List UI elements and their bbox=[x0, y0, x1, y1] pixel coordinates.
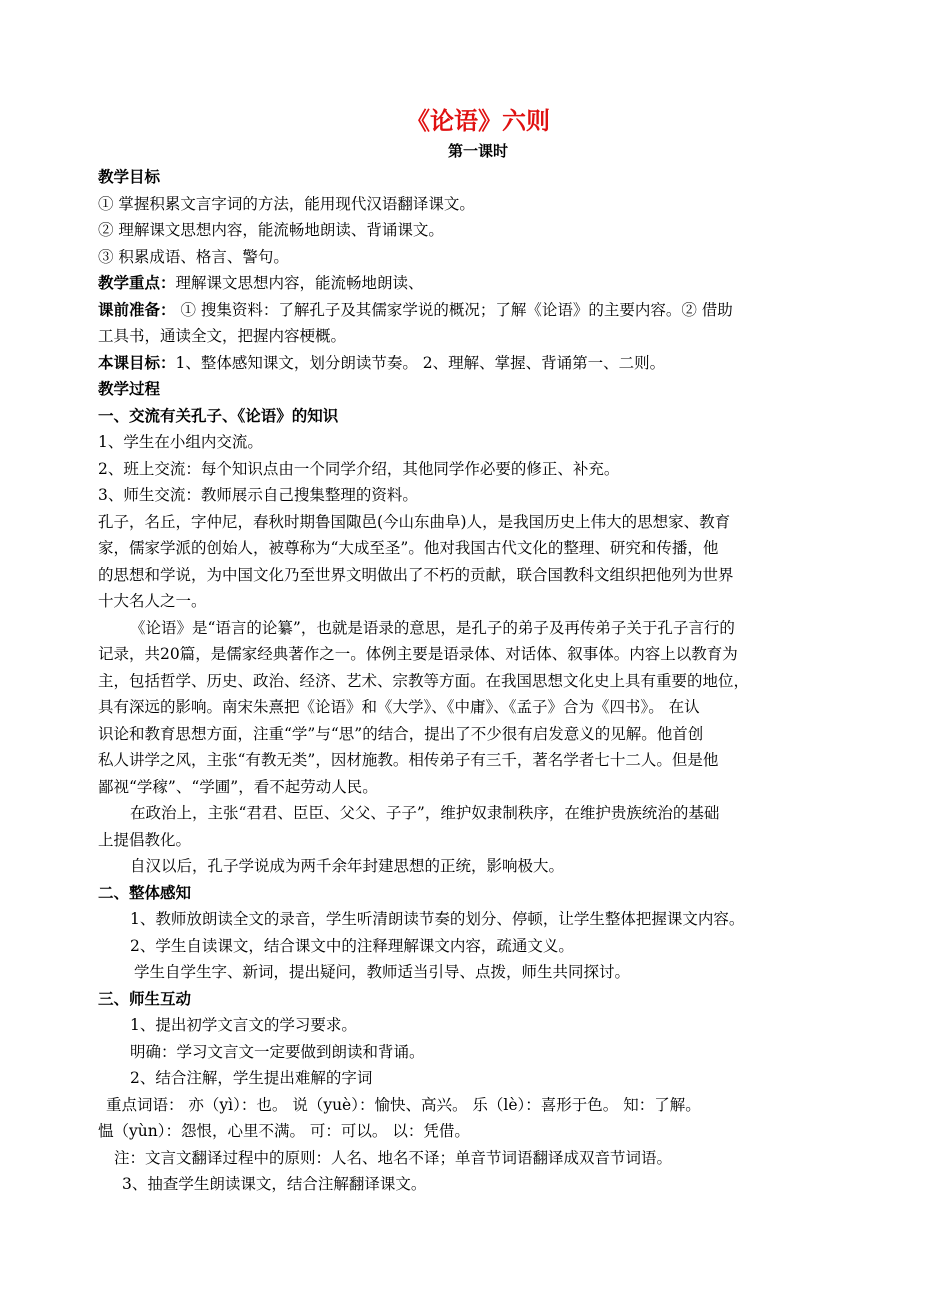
paragraph-line: 记录，共20篇，是儒家经典著作之一。体例主要是语录体、对话体、叙事体。内容上以教育为 bbox=[98, 645, 738, 663]
paragraph-line: 上提倡教化。 bbox=[98, 830, 192, 849]
paragraph-line: 的思想和学说，为中国文化乃至世界文明做出了不朽的贡献，联合国教科文组织把他列为世界 bbox=[98, 565, 734, 584]
section-heading: 二、整体感知 bbox=[98, 883, 192, 902]
paragraph-line: 识论和教育思想方面，注重“学”与“思”的结合，提出了不少很有启发意义的见解。他首创 bbox=[98, 724, 704, 743]
paragraph-line: 3、抽查学生朗读课文，结合注解翻译课文。 bbox=[122, 1175, 427, 1193]
paragraph-line: 3、师生交流：教师展示自己搜集整理的资料。 bbox=[98, 486, 418, 504]
paragraph-line: 愠（yùn）：怨恨，心里不满。 可：可以。 以：凭借。 bbox=[98, 1122, 470, 1140]
paragraph-line: 1、学生在小组内交流。 bbox=[98, 433, 263, 451]
paragraph-line: 1、教师放朗读全文的录音，学生听清朗读节奏的划分、停顿，让学生整体把握课文内容。 bbox=[130, 910, 745, 928]
goals-heading: 教学目标 bbox=[98, 168, 161, 186]
paragraph-line: 主，包括哲学、历史、政治、经济、艺术、宗教等方面。在我国思想文化史上具有重要的地位， bbox=[98, 671, 750, 690]
prep-label: 课前准备： bbox=[98, 300, 176, 319]
lesson-goal-line bbox=[98, 350, 858, 377]
paragraph-line: 明确：学习文言文一定要做到朗读和背诵。 bbox=[130, 1042, 425, 1061]
paragraph-line: 1、提出初学文言文的学习要求。 bbox=[130, 1016, 357, 1034]
focus-label: 教学重点： bbox=[98, 274, 176, 292]
lesson-goal-text: 1、整体感知课文，划分朗读节奏。 2、理解、掌握、背诵第一、二则。 bbox=[175, 353, 666, 372]
prep-line-cont: 工具书，通读全文，把握内容梗概。 bbox=[98, 327, 347, 345]
paragraph-line: 2、结合注解，学生提出难解的字词 bbox=[130, 1069, 373, 1087]
goal-item: ① 掌握积累文言字词的方法，能用现代汉语翻译课文。 bbox=[98, 194, 475, 213]
paragraph-line: 家，儒家学派的创始人，被尊称为“大成至圣”。他对我国古代文化的整理、研究和传播，他 bbox=[98, 539, 719, 557]
paragraph-line: 孔子，名丘，字仲尼，春秋时期鲁国陬邑(今山东曲阜)人，是我国历史上伟大的思想家、教育 bbox=[98, 512, 731, 531]
paragraph-line: 2、学生自读课文，结合课文中的注释理解课文内容，疏通文义。 bbox=[130, 936, 574, 955]
process-heading: 教学过程 bbox=[98, 380, 161, 398]
document-page bbox=[98, 104, 858, 1198]
paragraph-line: 鄙视“学稼”、“学圃”，看不起劳动人民。 bbox=[98, 777, 378, 796]
focus-text: 理解课文思想内容，能流畅地朗读、 bbox=[175, 274, 424, 292]
lesson-goal-label: 本课目标： bbox=[98, 353, 176, 372]
paragraph-line: 自汉以后，孔子学说成为两千余年封建思想的正统，影响极大。 bbox=[130, 857, 565, 875]
prep-text: ① 搜集资料：了解孔子及其儒家学说的概况；了解《论语》的主要内容。② 借助 bbox=[175, 300, 733, 319]
document-title: 《论语》六则 bbox=[406, 107, 550, 135]
paragraph-line: 私人讲学之风，主张“有教无类”，因材施教。相传弟子有三千，著名学者七十二人。但是他 bbox=[98, 751, 719, 769]
paragraph-line: 《论语》是“语言的论纂”，也就是语录的意思，是孔子的弟子及再传弟子关于孔子言行的 bbox=[130, 618, 735, 637]
paragraph-line: 在政治上，主张“君君、臣臣、父父、子子”，维护奴隶制秩序，在维护贵族统治的基础 bbox=[130, 804, 720, 822]
goal-item: ② 理解课文思想内容，能流畅地朗读、背诵课文。 bbox=[98, 221, 444, 239]
paragraph-line: 重点词语： 亦（yì）：也。 说（yuè）：愉快、高兴。 乐（lè）：喜形于色。 知：了解。 bbox=[106, 1095, 701, 1114]
section-heading: 一、交流有关孔子、《论语》的知识 bbox=[98, 406, 339, 425]
paragraph-line: 具有深远的影响。南宋朱熹把《论语》和《大学》、《中庸》、《孟子》合为《四书》。 在认 bbox=[98, 698, 700, 716]
goal-item: ③ 积累成语、格言、警句。 bbox=[98, 247, 289, 266]
paragraph-line: 2、班上交流：每个知识点由一个同学介绍，其他同学作必要的修正、补充。 bbox=[98, 459, 620, 478]
paragraph-line: 注：文言文翻译过程中的原则：人名、地名不译；单音节词语翻译成双音节词语。 bbox=[114, 1148, 673, 1167]
prep-line bbox=[98, 297, 858, 324]
document-subtitle: 第一课时 bbox=[447, 142, 508, 160]
paragraph-line: 十大名人之一。 bbox=[98, 592, 207, 610]
focus-line bbox=[98, 270, 858, 297]
paragraph-line: 学生自学生字、新词，提出疑问，教师适当引导、点拨，师生共同探讨。 bbox=[134, 963, 631, 981]
section-heading: 三、师生互动 bbox=[98, 989, 192, 1008]
